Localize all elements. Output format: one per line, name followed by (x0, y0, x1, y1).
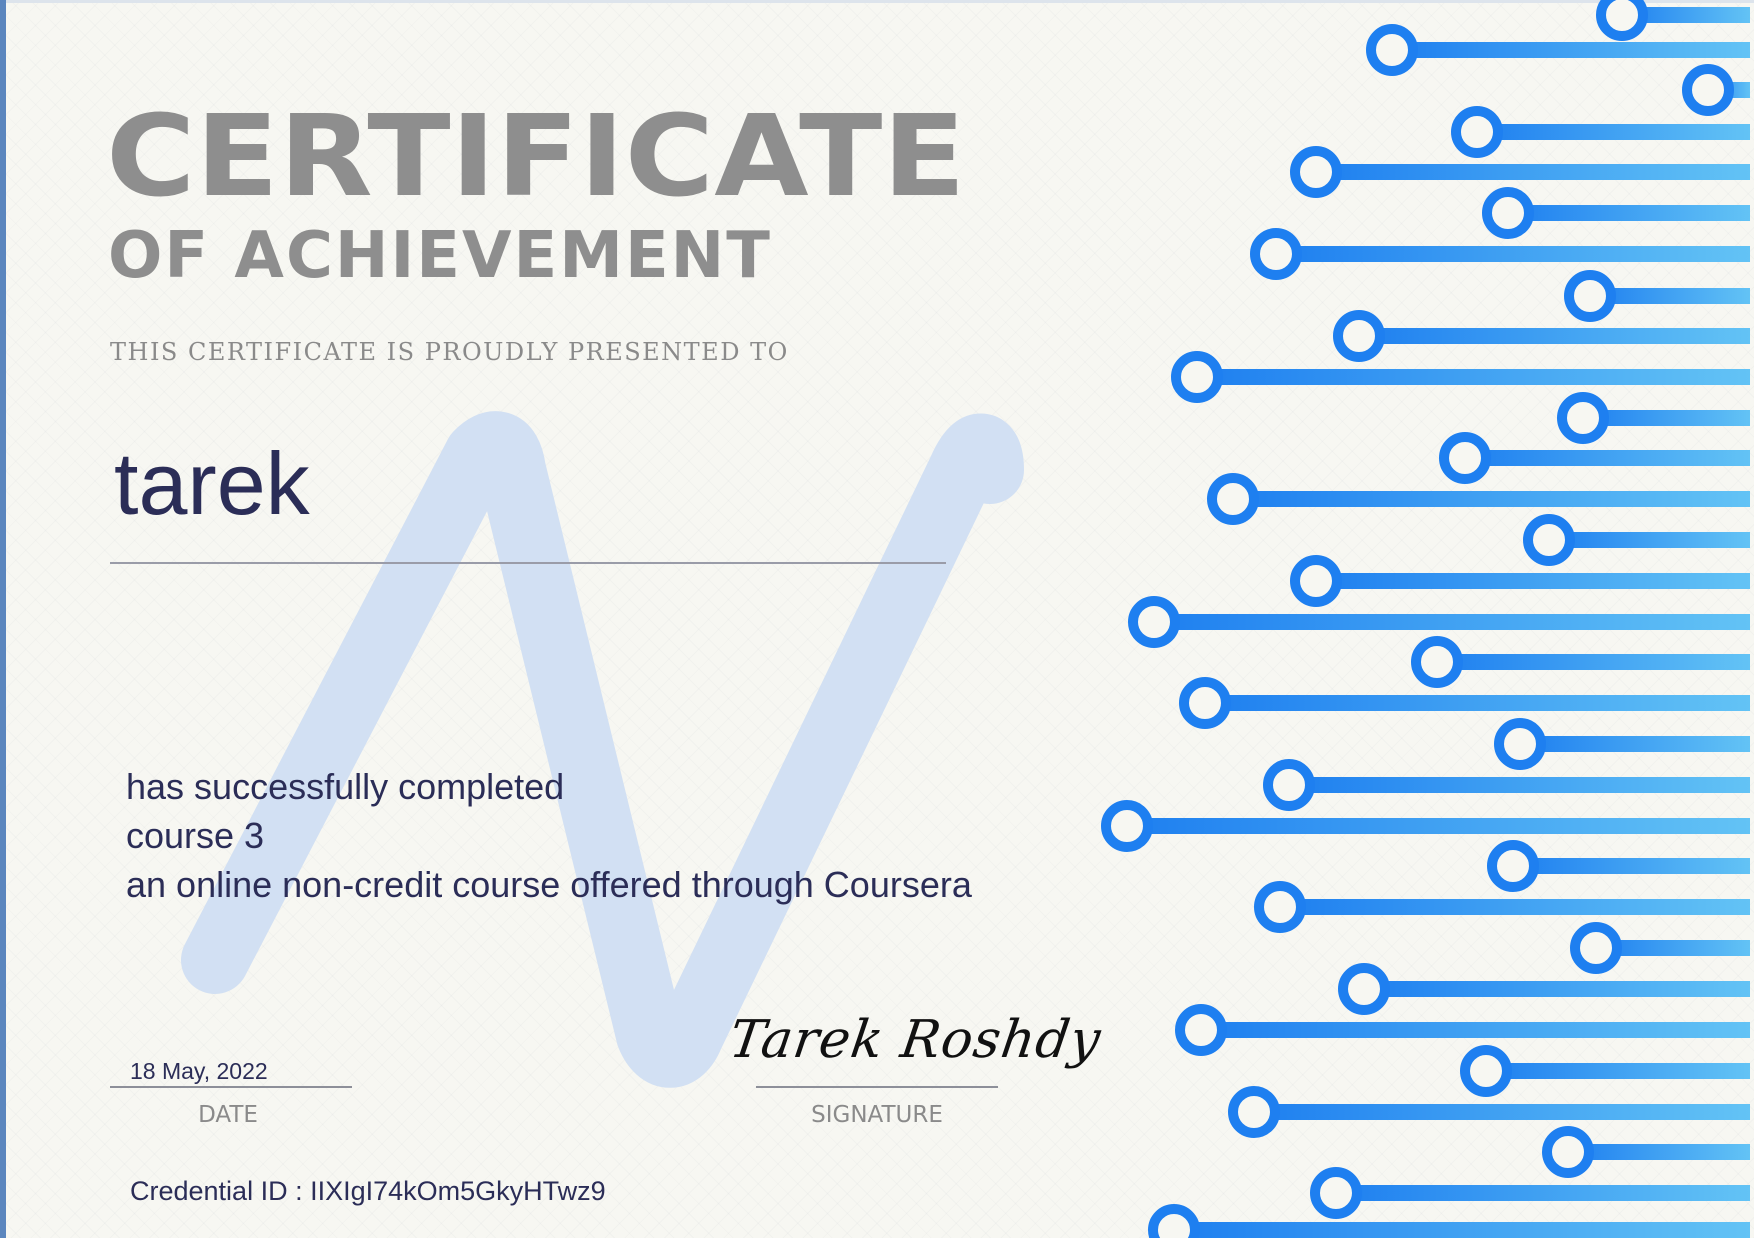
circuit-line (1477, 124, 1750, 140)
circuit-node-icon (1153, 1209, 1195, 1238)
course-description: an online non-credit course offered through Coursera (126, 864, 972, 905)
circuit-line (1233, 491, 1750, 507)
presented-to-text: THIS CERTIFICATE IS PROUDLY PRESENTED TO (110, 338, 789, 366)
date-label: DATE (198, 1102, 258, 1128)
circuit-line (1154, 614, 1750, 630)
circuit-node-icon (1499, 723, 1541, 765)
circuit-line (1197, 369, 1750, 385)
date-underline (110, 1086, 352, 1088)
credential-id: Credential ID : IIXIgI74kOm5GkyHTwz9 (130, 1176, 606, 1206)
completion-text (126, 762, 972, 909)
circuit-node-icon (1465, 1050, 1507, 1092)
circuit-line (1316, 164, 1750, 180)
circuit-line (1486, 1063, 1750, 1079)
circuit-node-icon (1416, 641, 1458, 683)
circuit-node-icon (1569, 275, 1611, 317)
circuit-line (1276, 246, 1750, 262)
circuit-line (1127, 818, 1750, 834)
circuit-line (1289, 777, 1750, 793)
certificate-subtitle: OF ACHIEVEMENT (108, 219, 772, 293)
course-name: course 3 (126, 815, 265, 856)
circuit-node-icon (1184, 682, 1226, 724)
circuit-node-icon (1259, 886, 1301, 928)
circuit-line (1549, 532, 1750, 548)
recipient-underline (110, 562, 946, 564)
circuit-node-icon (1176, 356, 1218, 398)
circuit-node-icon (1315, 1172, 1357, 1214)
circuit-node-icon (1456, 111, 1498, 153)
circuit-node-icon (1528, 519, 1570, 561)
circuit-node-icon (1106, 805, 1148, 847)
circuit-node-icon (1212, 478, 1254, 520)
circuit-node-icon (1487, 192, 1529, 234)
signature-underline (756, 1086, 998, 1088)
circuit-node-icon (1268, 764, 1310, 806)
circuit-node-icon (1255, 233, 1297, 275)
circuit-line (1254, 1104, 1750, 1120)
circuit-line (1513, 858, 1750, 874)
circuit-node-icon (1547, 1131, 1589, 1173)
circuit-node-icon (1601, 0, 1643, 36)
circuit-node-icon (1687, 69, 1729, 111)
circuit-line (1205, 695, 1750, 711)
certificate-title: CERTIFICATE (106, 90, 966, 222)
circuit-node-icon (1295, 151, 1337, 193)
circuit-line (1437, 654, 1750, 670)
circuit-line (1359, 328, 1750, 344)
circuit-node-icon (1562, 397, 1604, 439)
circuit-line (1316, 573, 1750, 589)
circuit-node-icon (1343, 968, 1385, 1010)
circuit-node-icon (1133, 601, 1175, 643)
signature: Tarek Roshdy (725, 1010, 1105, 1070)
circuit-line (1520, 736, 1750, 752)
circuit-node-icon (1180, 1009, 1222, 1051)
circuit-node-icon (1233, 1091, 1275, 1133)
circuit-line (1465, 450, 1750, 466)
circuit-node-icon (1575, 927, 1617, 969)
circuit-node-icon (1371, 29, 1413, 71)
completion-line: has successfully completed (126, 766, 565, 807)
circuit-line (1364, 981, 1750, 997)
date-value: 18 May, 2022 (130, 1058, 268, 1084)
circuit-line (1568, 1144, 1750, 1160)
circuit-line (1280, 899, 1750, 915)
circuit-line (1392, 42, 1750, 58)
recipient-name: tarek (114, 434, 310, 533)
circuit-line (1508, 205, 1750, 221)
circuit-node-icon (1338, 315, 1380, 357)
circuit-line (1174, 1222, 1750, 1238)
circuit-line (1336, 1185, 1750, 1201)
circuit-node-icon (1492, 845, 1534, 887)
circuit-node-icon (1295, 560, 1337, 602)
circuit-node-icon (1444, 437, 1486, 479)
circuit-line (1201, 1022, 1750, 1038)
signature-label: SIGNATURE (811, 1102, 943, 1128)
